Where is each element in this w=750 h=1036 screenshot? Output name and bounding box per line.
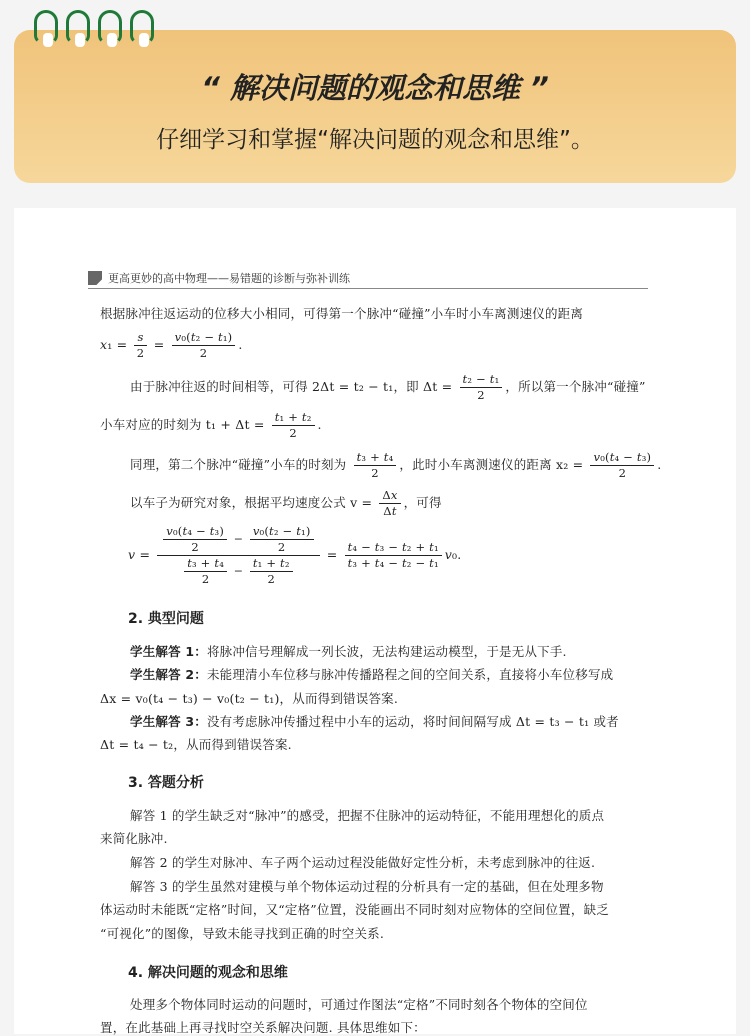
equation-x1: x₁ = $\frac{s}{2}$ = $\frac{\text{v₀(t₂ − t₁)}}{2}$ . xyxy=(100,330,243,360)
paragraph: 根据脉冲往返运动的位移大小相同，可得第一个脉冲“碰撞”小车时小车离测速仪的距离 xyxy=(100,306,584,321)
paragraph: 以车子为研究对象，根据平均速度公式 v = $\frac{\Delta x}{\Delta t}$ ，可得 xyxy=(130,488,442,518)
banner-title: “ 解决问题的观念和思维 ” xyxy=(201,71,549,105)
analysis-line: 体运动时未能既“定格”时间，又“定格”位置，没能画出不同时刻对应物体的空间位置，缺乏 xyxy=(100,902,609,917)
answer-3-cont: Δt = t₄ − t₂，从而得到错误答案. xyxy=(100,737,292,752)
binder-ring-icon xyxy=(34,10,58,44)
binder-ring-icon xyxy=(98,10,122,44)
answer-3: 学生解答 3：没有考虑脉冲传播过程中小车的运动，将时间间隔写成 Δt = t₃ − t₁ 或者 xyxy=(130,714,619,729)
paragraph: 由于脉冲往返的时间相等，可得 2Δt = t₂ − t₁，即 Δt = $\frac{\text{t₂ − t₁}}{2}$ ，所以第一个脉冲“碰撞” xyxy=(130,372,646,402)
paragraph: 同理，第二个脉冲“碰撞”小车的时刻为 $\frac{\text{t₃ + t₄}}{2}$ ，此时小车离测速仪的距离 x₂ = $\frac{\text{v₀(t₄ − t₃)}}{2}$ . xyxy=(130,450,662,480)
analysis-line: “可视化”的图像，导致未能寻找到正确的时空关系. xyxy=(100,926,385,941)
analysis-line: 解答 1 的学生缺乏对“脉冲”的感受，把握不住脉冲的运动特征，不能用理想化的质点 xyxy=(130,808,605,823)
paragraph: 小车对应的时刻为 t₁ + Δt = $\frac{\text{t₁ + t₂}}{2}$ . xyxy=(100,410,322,440)
binder-ring-icon xyxy=(130,10,154,44)
analysis-line: 解答 2 的学生对脉冲、车子两个运动过程没能做好定性分析，未考虑到脉冲的往返. xyxy=(130,855,596,870)
thinking-line: 置，在此基础上再寻找时空关系解决问题. 具体思维如下： xyxy=(100,1020,426,1035)
section-heading: 4. 解决问题的观念和思维 xyxy=(128,965,288,981)
running-header xyxy=(88,270,350,286)
book-title: 更高更妙的高中物理——易错题的诊断与弥补训练 xyxy=(108,272,350,285)
answer-2-cont: Δx = v₀(t₄ − t₃) − v₀(t₂ − t₁)，从而得到错误答案. xyxy=(100,691,399,706)
thinking-line: 处理多个物体同时运动的问题时，可通过作图法“定格”不同时刻各个物体的空间位 xyxy=(130,997,588,1012)
banner-subtitle: 仔细学习和掌握“解决问题的观念和思维”。 xyxy=(156,127,594,153)
analysis-line: 解答 3 的学生虽然对建模与单个物体运动过程的分析具有一定的基础，但在处理多物 xyxy=(130,879,604,894)
section-heading: 3. 答题分析 xyxy=(128,775,204,791)
answer-1: 学生解答 1：将脉冲信号理解成一列长波，无法构建运动模型，于是无从下手. xyxy=(130,644,567,659)
analysis-line: 来简化脉冲. xyxy=(100,831,168,846)
header-rule xyxy=(88,288,648,289)
section-heading: 2. 典型问题 xyxy=(128,611,204,627)
book-corner-icon xyxy=(88,271,102,285)
answer-2: 学生解答 2：未能理清小车位移与脉冲传播路程之间的空间关系，直接将小车位移写成 xyxy=(130,667,614,682)
equation-v: v = $\frac{\text{v₀(t₄ − t₃)}}{2}$ − $\frac{\text{v₀(t₂ − t₁)}}{2}$ $\frac{\text{t₃ + t₄}}{2}$ − $\frac{\text{t₁ + t₂}}{2}$ = $\frac{\text{t₄ − t₃ − t₂ + t₁}}{\text{t₃ + t₄ − t₂ − t₁}}$ v₀. xyxy=(128,524,462,586)
binder-ring-icon xyxy=(66,10,90,44)
binder-rings xyxy=(34,10,164,54)
